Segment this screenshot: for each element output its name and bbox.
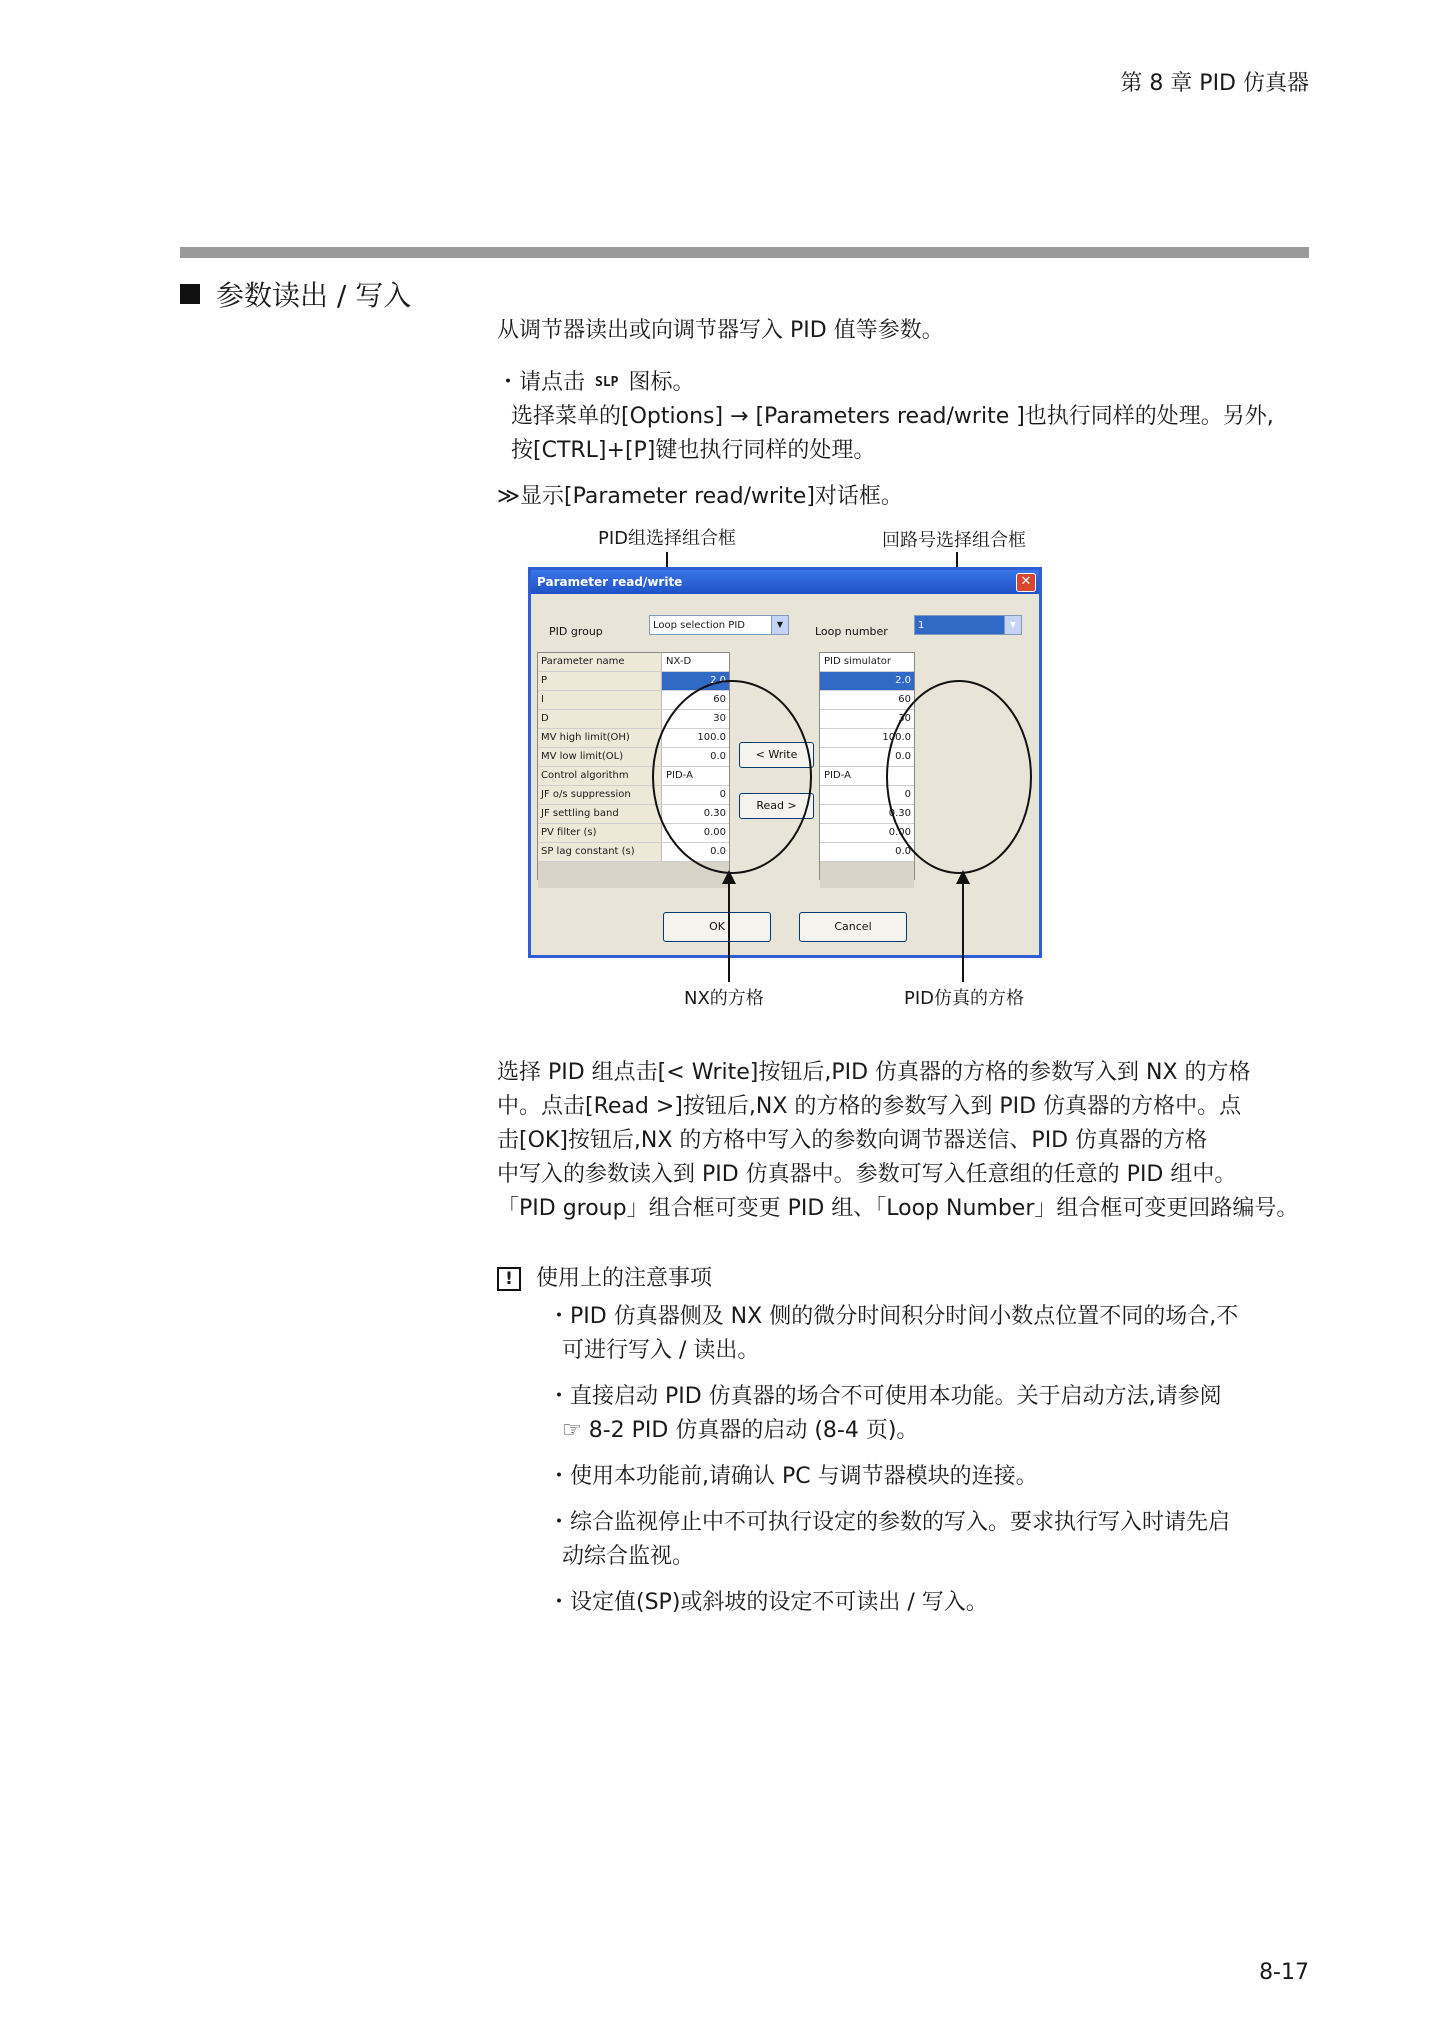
note-line: 可进行写入 / 读出。 [562, 1338, 760, 1363]
sim-highlight-ellipse [886, 680, 1032, 874]
chevron-down-icon[interactable]: ▼ [771, 616, 788, 634]
nx-value-cell[interactable]: 100.0 [697, 732, 726, 743]
step-block [497, 366, 1312, 468]
pid-group-label: PID group [549, 625, 603, 638]
parameter-name-cell: I [538, 691, 662, 709]
intro-text: 从调节器读出或向调节器写入 PID 值等参数。 [497, 318, 944, 343]
callout-sim-grid: PID仿真的方格 [904, 988, 1025, 1009]
simulator-value-cell[interactable]: 100.0 [882, 732, 911, 743]
step-line-2: 选择菜单的[Options] → [Parameters read/write ]也执行同样的处理。另外, [511, 404, 1274, 429]
note-item [548, 1300, 1313, 1368]
note-line: ・综合监视停止中不可执行设定的参数的写入。要求执行写入时请先启 [548, 1510, 1231, 1535]
reference-link[interactable]: 8-2 PID 仿真器的启动 (8-4 页)。 [588, 1418, 919, 1443]
dialog-titlebar: Parameter read/write ✕ [531, 570, 1039, 594]
parameter-name-cell: PV filter (s) [538, 824, 662, 842]
simulator-value-cell[interactable]: 2.0 [820, 672, 914, 690]
explanation-line: 「PID group」组合框可变更 PID 组、「Loop Number」组合框可变更回路编号。 [497, 1196, 1299, 1221]
section-divider [180, 247, 1309, 258]
callout-loop-number: 回路号选择组合框 [882, 530, 1026, 551]
nx-highlight-ellipse [652, 680, 812, 874]
explanation-text [497, 1056, 1312, 1226]
callout-line [962, 882, 964, 982]
explanation-line: 中。点击[Read >]按钮后,NX 的方格的参数写入到 PID 仿真器的方格中。点 [497, 1094, 1242, 1119]
table-row: Parameter name NX-D [538, 653, 729, 672]
note-line: ・使用本功能前,请确认 PC 与调节器模块的连接。 [548, 1464, 1038, 1489]
step-line-1: ・请点击 SLP 图标。 [497, 370, 695, 395]
pid-group-combo[interactable]: Loop selection PID ▼ [649, 615, 789, 635]
table-row: PID simulator [820, 653, 914, 672]
callout-pid-group: PID组选择组合框 [598, 528, 737, 549]
table-row[interactable] [820, 672, 914, 691]
callout-nx-grid: NX的方格 [684, 988, 764, 1009]
close-icon[interactable]: ✕ [1016, 573, 1036, 592]
note-item [548, 1506, 1313, 1574]
notes-title: 使用上的注意事项 [536, 1266, 713, 1291]
parameter-name-cell: JF settling band [538, 805, 662, 823]
parameter-name-cell: D [538, 710, 662, 728]
note-item [548, 1380, 1313, 1448]
explanation-line: 选择 PID 组点击[< Write]按钮后,PID 仿真器的方格的参数写入到 NX 的方格 [497, 1060, 1251, 1085]
page-number: 8-17 [1259, 1960, 1309, 1985]
parameter-name-cell: MV low limit(OL) [538, 748, 662, 766]
nx-value-cell[interactable]: 0.0 [710, 751, 726, 762]
parameter-name-cell: Control algorithm [538, 767, 662, 785]
simulator-value-cell[interactable]: 0.00 [888, 827, 911, 838]
chevron-down-icon[interactable]: ▼ [1004, 616, 1021, 634]
nx-value-cell[interactable]: 0 [719, 789, 726, 800]
section-title: 参数读出 / 写入 [216, 279, 412, 312]
section-heading [180, 274, 411, 314]
callout-line [728, 882, 730, 982]
note-line: ・设定值(SP)或斜坡的设定不可读出 / 写入。 [548, 1590, 988, 1615]
note-item [548, 1460, 1313, 1494]
write-button[interactable]: < Write [739, 742, 814, 768]
note-line: ・PID 仿真器侧及 NX 侧的微分时间积分时间小数点位置不同的场合,不 [548, 1304, 1239, 1329]
notes-list [548, 1300, 1313, 1632]
nx-value-cell[interactable]: 60 [713, 694, 726, 705]
explanation-line: 中写入的参数读入到 PID 仿真器中。参数可写入任意组的任意的 PID 组中。 [497, 1162, 1237, 1187]
simulator-value-cell[interactable]: 30 [898, 713, 911, 724]
notes-heading [497, 1262, 1312, 1296]
grid-empty-area [820, 862, 914, 888]
parameter-name-cell: JF o/s suppression [538, 786, 662, 804]
chapter-header: 第 8 章 PID 仿真器 [1120, 71, 1309, 96]
cancel-button[interactable]: Cancel [799, 912, 907, 942]
table-row[interactable] [820, 691, 914, 710]
reference-hand-icon: ☞ [562, 1418, 589, 1443]
caution-icon: ! [497, 1267, 521, 1291]
parameter-name-cell: SP lag constant (s) [538, 843, 662, 861]
simulator-value-cell[interactable]: 60 [898, 694, 911, 705]
loop-number-combo[interactable]: 1 ▼ [914, 615, 1022, 635]
note-item [548, 1586, 1313, 1620]
nx-value-cell[interactable]: 0.00 [703, 827, 726, 838]
nx-value-cell[interactable]: 0.30 [703, 808, 726, 819]
simulator-value-cell[interactable]: 0.30 [888, 808, 911, 819]
table-row[interactable] [820, 843, 914, 862]
step-line-3: 按[CTRL]+[P]键也执行同样的处理。 [511, 438, 876, 463]
note-line [548, 1414, 1313, 1448]
parameter-name-cell: MV high limit(OH) [538, 729, 662, 747]
result-text: ≫显示[Parameter read/write]对话框。 [497, 484, 903, 509]
note-line: ・直接启动 PID 仿真器的场合不可使用本功能。关于启动方法,请参阅 [548, 1384, 1222, 1409]
read-button[interactable]: Read > [739, 793, 814, 819]
simulator-value-cell[interactable]: PID-A [824, 770, 851, 781]
note-line: 动综合监视。 [562, 1544, 695, 1569]
loop-number-label: Loop number [815, 625, 888, 638]
nx-value-cell[interactable]: PID-A [666, 770, 693, 781]
nx-value-cell[interactable]: 30 [713, 713, 726, 724]
slp-icon: SLP [595, 375, 619, 390]
simulator-value-cell[interactable]: 0.0 [895, 751, 911, 762]
simulator-value-cell[interactable]: 0 [904, 789, 911, 800]
square-bullet-icon [180, 284, 200, 304]
ok-button[interactable]: OK [663, 912, 771, 942]
simulator-value-cell[interactable]: 0.0 [895, 846, 911, 857]
nx-value-cell[interactable]: 2.0 [662, 672, 729, 690]
explanation-line: 击[OK]按钮后,NX 的方格中写入的参数向调节器送信、PID 仿真器的方格 [497, 1128, 1208, 1153]
nx-value-cell[interactable]: 0.0 [710, 846, 726, 857]
parameter-name-cell: P [538, 672, 662, 690]
